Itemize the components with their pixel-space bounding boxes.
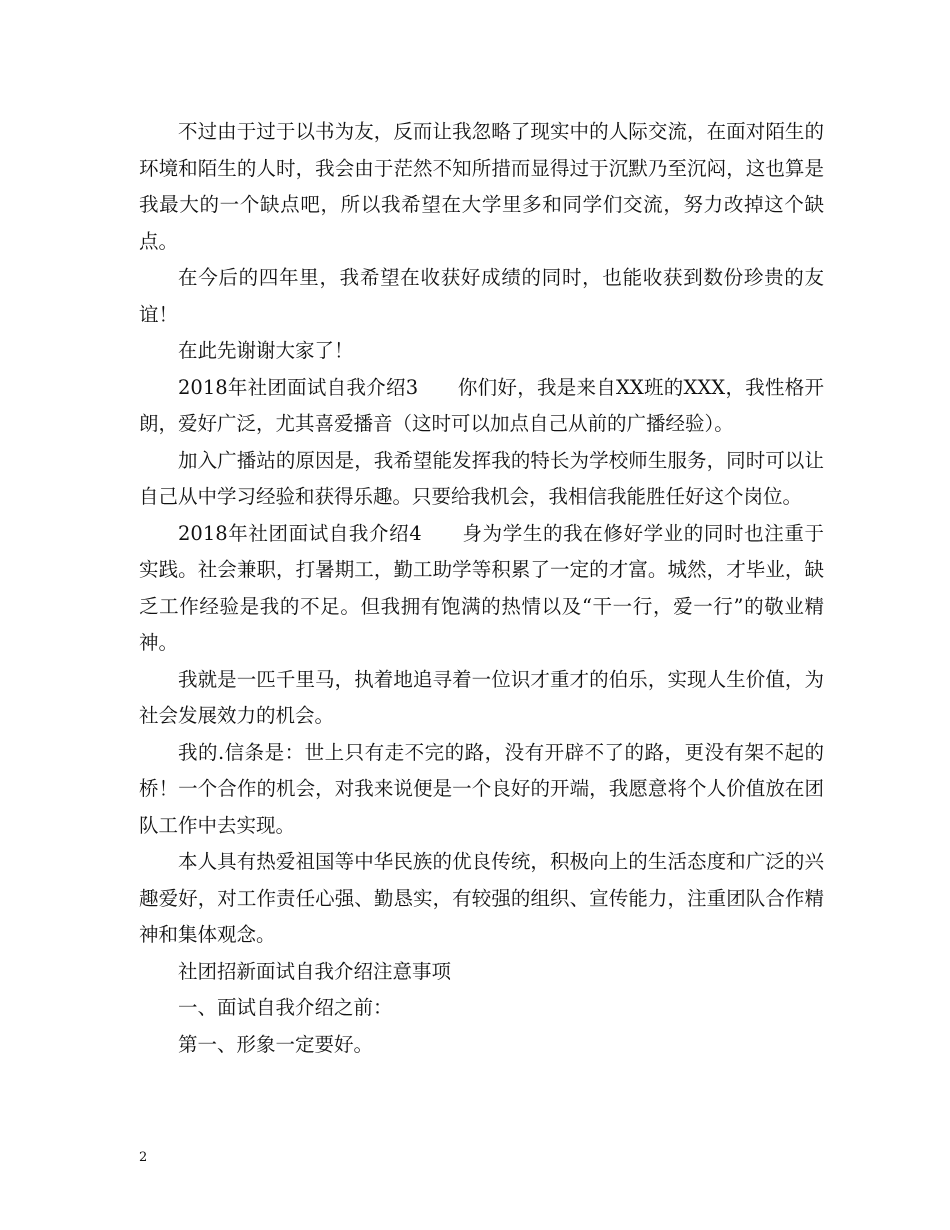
document-body: [139, 114, 824, 1063]
paragraph-3: 在此先谢谢大家了！: [178, 339, 354, 362]
paragraph-10: 社团招新面试自我介绍注意事项: [178, 959, 452, 983]
paragraph-8: 我的.信条是：世上只有走不完的路，没有开辟不了的路，更没有架不起的桥！一个合作的机会，对我来说便是一个良好的开端，我愿意将个人价值放在团队工作中去实现。: [139, 740, 824, 837]
page-number: 2: [139, 1150, 148, 1165]
paragraph-11: 一、面试自我介绍之前：: [178, 996, 393, 1019]
paragraph-4: 2018年社团面试自我介绍3 你们好，我是来自XX班的XXX，我性格开朗，爱好广泛，尤其喜爱播音（这时可以加点自己从前的广播经验）。: [139, 375, 824, 435]
paragraph-5: 加入广播站的原因是，我希望能发挥我的特长为学校师生服务，同时可以让自己从中学习经验和获得乐趣。只要给我机会，我相信我能胜任好这个岗位。: [139, 448, 824, 508]
paragraph-7: 我就是一匹千里马，执着地追寻着一位识才重才的伯乐，实现人生价值，为社会发展效力的机会。: [139, 667, 824, 727]
paragraph-12: 第一、形象一定要好。: [178, 1032, 374, 1056]
paragraph-9: 本人具有热爱祖国等中华民族的优良传统，积极向上的生活态度和广泛的兴趣爱好，对工作责任心强、勤恳实，有较强的组织、宣传能力，注重团队合作精神和集体观念。: [139, 850, 824, 946]
paragraph-1: 不过由于过于以书为友，反而让我忽略了现实中的人际交流，在面对陌生的环境和陌生的人时，我会由于茫然不知所措而显得过于沉默乃至沉闷，这也算是我最大的一个缺点吧，所以我希望在大学里多和同学们交流，努力改掉这个缺点。: [139, 120, 824, 253]
paragraph-6: 2018年社团面试自我介绍4 身为学生的我在修好学业的同时也注重于实践。社会兼职，打暑期工，勤工助学等积累了一定的才富。城然，才毕业，缺乏工作经验是我的不足。但我拥有饱满的热情以及“干一行，爱一行”的敬业精神。: [139, 521, 824, 654]
paragraph-2: 在今后的四年里，我希望在收获好成绩的同时，也能收获到数份珍贵的友谊！: [139, 266, 824, 326]
